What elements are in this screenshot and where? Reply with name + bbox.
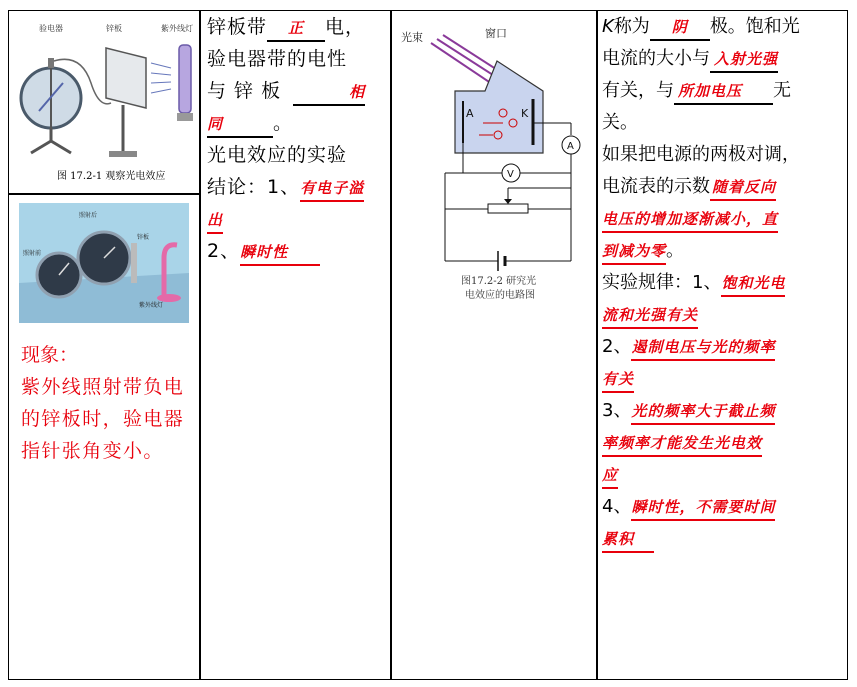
line-rule-1: 实验规律：1、饱和光电 — [602, 267, 846, 299]
column-divider — [596, 11, 598, 679]
answer-same-1: 相 — [349, 83, 366, 101]
figure-electroscope — [11, 13, 199, 193]
answer-rule-3b: 率频率才能发生光电效 — [602, 434, 763, 452]
answer-reverse-1: 随着反向 — [712, 178, 777, 196]
line-reverse-2 — [602, 203, 846, 235]
line-rule-4-cont — [602, 523, 846, 555]
answer-rule-2a: 遏制电压与光的频率 — [631, 338, 776, 356]
line-rule-3: 3、光的频率大于截止频 — [602, 395, 846, 427]
answer-conclusion-2: 瞬时性 — [240, 243, 289, 261]
line-zinc-charge: 锌板带 正 电， — [207, 11, 389, 43]
row-divider — [9, 193, 199, 195]
answer-reverse-2: 电压的增加逐渐减小，直 — [602, 210, 779, 228]
column-divider — [390, 11, 392, 679]
line-swap-poles: 如果把电源的两极对调， — [602, 144, 800, 165]
window-label: 窗口 — [485, 27, 507, 40]
answer-light-intensity: 入射光强 — [714, 50, 779, 68]
line-rule-1-cont — [602, 299, 846, 331]
circuit-caption-line-1: 图17.2-2 研究光 — [461, 276, 537, 287]
answer-applied-voltage: 所加电压 — [678, 82, 743, 100]
line-irrelevant-end: 关。 — [602, 112, 638, 133]
answer-rule-1b: 流和光强有关 — [602, 306, 699, 324]
line-rule-3-end — [602, 459, 846, 491]
answer-rule-3c: 应 — [602, 466, 619, 484]
line-conclusion-1-cont — [207, 203, 389, 235]
answer-cathode: 阴 — [671, 18, 688, 36]
photo-label-after: 照射后 — [79, 212, 98, 219]
fig1-caption: 图 17.2-1 观察光电效应 — [57, 171, 166, 182]
answer-conclusion-1b: 出 — [207, 211, 224, 229]
line-k-cathode: K称为 阴 极。饱和光 — [602, 11, 846, 43]
line-same-cont: 同 。 — [207, 107, 389, 139]
answer-rule-4b: 累积 — [602, 530, 635, 548]
beam-label: 光束 — [401, 31, 423, 44]
answer-rule-4a: 瞬时性，不需要时间 — [631, 498, 776, 516]
answer-reverse-3: 到减为零 — [602, 242, 667, 260]
cathode-label: K — [521, 107, 529, 120]
ammeter-label: A — [567, 141, 574, 152]
answer-conclusion-1a: 有电子溢 — [300, 179, 365, 197]
line-ammeter-reading: 电流表的示数 随着反向 — [602, 171, 846, 203]
line-rule-3-cont — [602, 427, 846, 459]
worksheet-table — [8, 10, 848, 680]
line-electroscope-charge: 验电器带的电性 — [207, 48, 348, 70]
line-reverse-3: 到减为零。 — [602, 235, 846, 267]
answer-same-2: 同 — [207, 115, 224, 133]
line-rule-2-cont — [602, 363, 846, 395]
anode-label: A — [466, 107, 474, 120]
photo-label-uv: 紫外线灯 — [139, 302, 164, 309]
phenomenon-cell — [11, 197, 199, 677]
phenomenon-text: 紫外线照射带负电的锌板时，验电器指针张角变小。 — [21, 376, 185, 462]
zinc-charge-cell — [207, 11, 389, 267]
circuit-figure — [393, 13, 595, 673]
voltmeter-label: V — [507, 169, 514, 180]
line-conclusion-heading: 光电效应的实验 — [207, 144, 348, 166]
answer-rule-1a: 饱和光电 — [721, 274, 786, 292]
line-conclusion-2: 2、瞬时性 — [207, 235, 389, 267]
line-saturation-current: 电流的大小与 入射光强 — [602, 43, 846, 75]
circuit-caption-line-2: 电效应的电路图 — [465, 290, 535, 301]
conclusions-cell — [602, 11, 846, 555]
answer-rule-2b: 有关 — [602, 370, 635, 388]
fig1-zinc-label: 锌板 — [106, 24, 122, 33]
fig1-uv-label: 紫外线灯 — [161, 24, 193, 33]
circuit-caption — [461, 275, 571, 303]
phenomenon-title: 现象： — [21, 344, 79, 366]
answer-rule-3a: 光的频率大于截止频 — [631, 402, 776, 420]
photo-label-zinc: 锌板 — [137, 234, 150, 241]
line-conclusion-1: 结论：1、有电子溢 — [207, 171, 389, 203]
column-divider — [199, 11, 201, 679]
photo-label-before: 照射前 — [23, 250, 42, 257]
fig1-electroscope-label: 验电器 — [39, 24, 63, 33]
line-same-as-zinc: 与 锌 板 相 — [207, 75, 389, 107]
line-rule-2: 2、遏制电压与光的频率 — [602, 331, 846, 363]
line-rule-4: 4、瞬时性，不需要时间 — [602, 491, 846, 523]
photo-experiment — [19, 203, 189, 323]
answer-zinc-charge: 正 — [288, 19, 305, 37]
line-voltage-irrelevant: 有关，与 所加电压 无 — [602, 75, 846, 107]
